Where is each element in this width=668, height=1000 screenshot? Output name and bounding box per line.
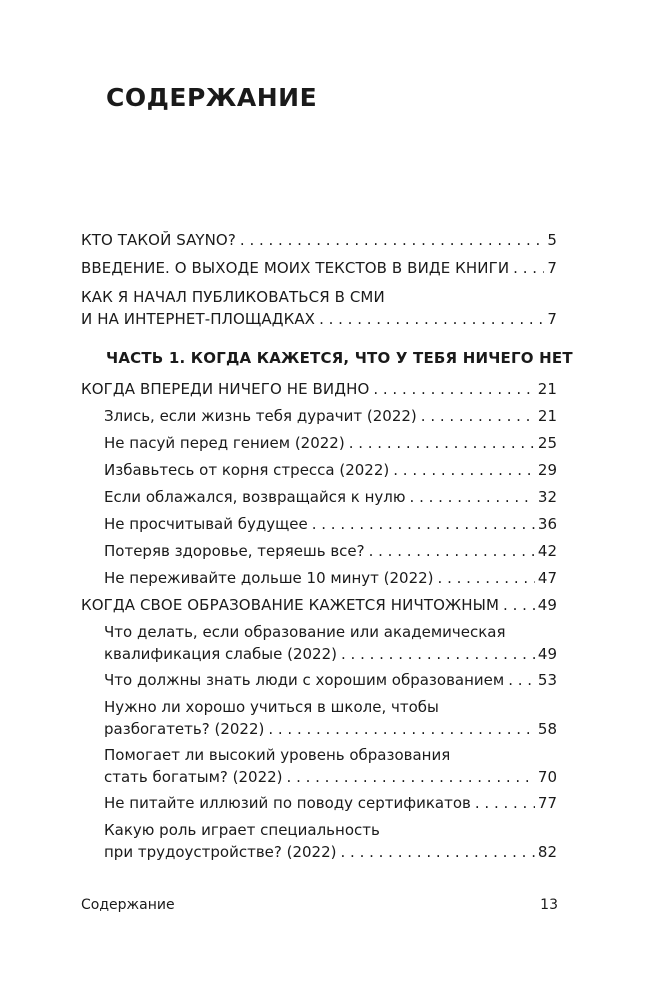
toc-page-number: 36 <box>537 515 557 533</box>
toc-item[interactable] <box>104 486 557 508</box>
toc-item[interactable] <box>104 459 557 481</box>
toc-item[interactable] <box>104 405 557 427</box>
toc-item[interactable] <box>104 432 557 454</box>
toc-item[interactable] <box>104 669 557 691</box>
toc-item[interactable] <box>104 540 557 562</box>
dot-leader <box>341 643 535 665</box>
toc-item-title: Избавьтесь от корня стресса (2022) <box>104 461 390 479</box>
toc-item-title: Если облажался, возвращайся к нулю <box>104 488 406 506</box>
toc-page-number: 49 <box>537 596 557 614</box>
toc-entry-title: ВВЕДЕНИЕ. О ВЫХОДЕ МОИХ ТЕКСТОВ В ВИДЕ КНИГИ <box>81 259 510 277</box>
dot-leader <box>268 718 535 740</box>
toc-page-number: 21 <box>537 380 557 398</box>
toc-item-title-line: при трудоустройстве? (2022) <box>104 843 337 861</box>
dot-leader <box>369 540 535 562</box>
toc-item-title-line: квалификация слабые (2022) <box>104 645 337 663</box>
footer-page-number: 13 <box>540 897 558 913</box>
dot-leader <box>312 513 535 535</box>
toc-page-number: 21 <box>537 407 557 425</box>
toc-item[interactable] <box>104 792 557 814</box>
toc-page-number: 47 <box>537 569 557 587</box>
toc-page-number: 42 <box>537 542 557 560</box>
toc-item-title-line: разбогатеть? (2022) <box>104 720 265 738</box>
toc-item[interactable] <box>104 819 557 863</box>
toc-page-number: 58 <box>537 720 557 738</box>
toc-item-title: Что должны знать люди с хорошим образованием <box>104 671 505 689</box>
toc-item[interactable] <box>104 513 557 535</box>
dot-leader <box>508 669 535 691</box>
toc-page-number: 7 <box>547 310 557 328</box>
toc-page-number: 49 <box>537 645 557 663</box>
toc-entry-title: КТО ТАКОЙ SAYNO? <box>81 231 236 249</box>
toc-entry-how-i-started[interactable] <box>81 286 557 330</box>
dot-leader <box>349 432 535 454</box>
toc-entry-introduction[interactable] <box>81 257 557 279</box>
toc-item[interactable] <box>104 567 557 589</box>
toc-page-number: 25 <box>537 434 557 452</box>
dot-leader <box>287 766 535 788</box>
dot-leader <box>513 257 544 279</box>
dot-leader <box>475 792 535 814</box>
toc-item-title-line: Что делать, если образование или академическая <box>104 623 506 641</box>
toc-chapter-nothing-ahead[interactable] <box>81 378 557 400</box>
page-title: СОДЕРЖАНИЕ <box>106 83 318 112</box>
toc-chapter-title: КОГДА СВОЕ ОБРАЗОВАНИЕ КАЖЕТСЯ НИЧТОЖНЫМ <box>81 596 500 614</box>
toc-item-title: Потеряв здоровье, теряешь все? <box>104 542 365 560</box>
toc-entry-who-is-sayno[interactable] <box>81 229 557 251</box>
toc-item-title: Злись, если жизнь тебя дурачит (2022) <box>104 407 417 425</box>
toc-entry-title-line: И НА ИНТЕРНЕТ-ПЛОЩАДКАХ <box>81 310 316 328</box>
toc-item[interactable] <box>104 696 557 740</box>
toc-item-title: Не переживайте дольше 10 минут (2022) <box>104 569 434 587</box>
toc-item-title-line: Нужно ли хорошо учиться в школе, чтобы <box>104 698 439 716</box>
toc-page-number: 7 <box>547 259 557 277</box>
toc-item-title: Не питайте иллюзий по поводу сертификатов <box>104 794 471 812</box>
part-heading: ЧАСТЬ 1. КОГДА КАЖЕТСЯ, ЧТО У ТЕБЯ НИЧЕГО НЕТ <box>106 349 573 367</box>
dot-leader <box>341 841 535 863</box>
toc-item[interactable] <box>104 621 557 665</box>
toc-item-title-line: стать богатым? (2022) <box>104 768 283 786</box>
toc-chapter-education[interactable] <box>81 594 557 616</box>
dot-leader <box>240 229 544 251</box>
dot-leader <box>438 567 535 589</box>
toc-page-number: 5 <box>547 231 557 249</box>
dot-leader <box>393 459 535 481</box>
dot-leader <box>503 594 535 616</box>
toc-item[interactable] <box>104 744 557 788</box>
toc-entry-title-line: КАК Я НАЧАЛ ПУБЛИКОВАТЬСЯ В СМИ <box>81 288 385 306</box>
toc-item-title-line: Какую роль играет специальность <box>104 821 380 839</box>
running-footer-label: Содержание <box>81 897 175 913</box>
toc-item-title-line: Помогает ли высокий уровень образования <box>104 746 451 764</box>
toc-page-number: 82 <box>537 843 557 861</box>
dot-leader <box>410 486 535 508</box>
dot-leader <box>319 308 544 330</box>
dot-leader <box>421 405 535 427</box>
toc-page-number: 53 <box>537 671 557 689</box>
toc-page-number: 70 <box>537 768 557 786</box>
toc-item-title: Не просчитывай будущее <box>104 515 308 533</box>
toc-page-number: 32 <box>537 488 557 506</box>
dot-leader <box>373 378 534 400</box>
toc-page-number: 77 <box>537 794 557 812</box>
toc-chapter-title: КОГДА ВПЕРЕДИ НИЧЕГО НЕ ВИДНО <box>81 380 370 398</box>
toc-item-title: Не пасуй перед гением (2022) <box>104 434 345 452</box>
toc-page-number: 29 <box>537 461 557 479</box>
